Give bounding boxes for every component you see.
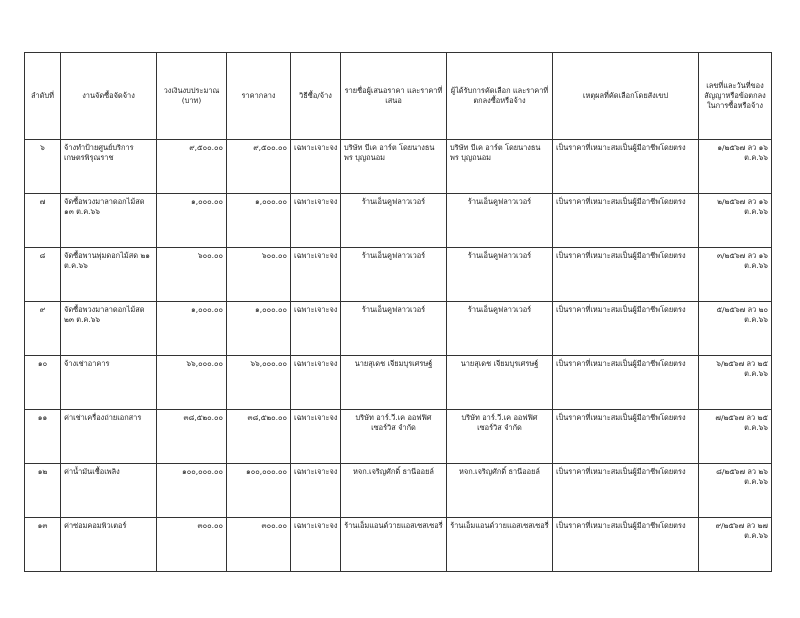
cell-task: จ้างทำป้ายศูนย์บริการเกษตรพิรุณราช bbox=[61, 140, 157, 194]
header-winner: ผู้ได้รับการคัดเลือก และราคาที่ตกลงซื้อหรือจ้าง bbox=[447, 53, 553, 140]
cell-winner: ร้านเอ็นคูฟลาวเวอร์ bbox=[447, 194, 553, 248]
cell-task: จัดซื้อพวงมาลาดอกไม้สด ๒๓ ต.ค.๖๖ bbox=[61, 302, 157, 356]
cell-median-price: ๖๖,๐๐๐.๐๐ bbox=[227, 356, 291, 410]
header-contract: เลขที่และวันที่ของสัญญาหรือข้อตกลงในการซื้อหรือจ้าง bbox=[699, 53, 772, 140]
cell-reason: เป็นราคาที่เหมาะสมเป็นผู้มีอาชีพโดยตรง bbox=[553, 356, 699, 410]
cell-median-price: ๑,๐๐๐.๐๐ bbox=[227, 302, 291, 356]
procurement-table bbox=[24, 52, 772, 572]
table-row bbox=[25, 464, 772, 518]
cell-method: เฉพาะเจาะจง bbox=[291, 410, 341, 464]
cell-no: ๑๓ bbox=[25, 518, 61, 572]
cell-contract: ๑/๒๕๖๗ ลว ๑๖ ต.ค.๖๖ bbox=[699, 140, 772, 194]
cell-median-price: ๑,๐๐๐.๐๐ bbox=[227, 194, 291, 248]
cell-contract: ๖/๒๕๖๗ ลว ๒๕ ต.ค.๖๖ bbox=[699, 356, 772, 410]
cell-no: ๙ bbox=[25, 302, 61, 356]
cell-budget: ๑๐๐,๐๐๐.๐๐ bbox=[157, 464, 227, 518]
cell-reason: เป็นราคาที่เหมาะสมเป็นผู้มีอาชีพโดยตรง bbox=[553, 248, 699, 302]
cell-contract: ๓/๒๕๖๗ ลว ๑๖ ต.ค.๖๖ bbox=[699, 248, 772, 302]
cell-budget: ๑,๐๐๐.๐๐ bbox=[157, 194, 227, 248]
header-task: งานจัดซื้อจัดจ้าง bbox=[61, 53, 157, 140]
cell-reason: เป็นราคาที่เหมาะสมเป็นผู้มีอาชีพโดยตรง bbox=[553, 302, 699, 356]
cell-winner: บริษัท บีเค อาร์ต โดยนางธนพร บุญถนอม bbox=[447, 140, 553, 194]
cell-bidders: ร้านเอ็นคูฟลาวเวอร์ bbox=[341, 302, 447, 356]
table-row bbox=[25, 518, 772, 572]
cell-method: เฉพาะเจาะจง bbox=[291, 248, 341, 302]
header-median-price: ราคากลาง bbox=[227, 53, 291, 140]
cell-bidders: ร้านเอ็นคูฟลาวเวอร์ bbox=[341, 248, 447, 302]
table-row bbox=[25, 302, 772, 356]
cell-contract: ๘/๒๕๖๗ ลว ๒๖ ต.ค.๖๖ bbox=[699, 464, 772, 518]
cell-bidders: บริษัท อาร์.วี.เค ออฟฟิศ เซอร์วิส จำกัด bbox=[341, 410, 447, 464]
cell-no: ๖ bbox=[25, 140, 61, 194]
header-no: ลำดับที่ bbox=[25, 53, 61, 140]
cell-bidders: บริษัท บีเค อาร์ต โดยนางธนพร บุญถนอม bbox=[341, 140, 447, 194]
cell-reason: เป็นราคาที่เหมาะสมเป็นผู้มีอาชีพโดยตรง bbox=[553, 194, 699, 248]
table-row bbox=[25, 194, 772, 248]
cell-budget: ๖๐๐.๐๐ bbox=[157, 248, 227, 302]
cell-reason: เป็นราคาที่เหมาะสมเป็นผู้มีอาชีพโดยตรง bbox=[553, 464, 699, 518]
cell-no: ๑๒ bbox=[25, 464, 61, 518]
table-row bbox=[25, 410, 772, 464]
cell-bidders: ร้านเอ็นคูฟลาวเวอร์ bbox=[341, 194, 447, 248]
cell-median-price: ๖๐๐.๐๐ bbox=[227, 248, 291, 302]
cell-bidders: ร้านเอ็มแอนด์วายแอสเซสเซอรี่ bbox=[341, 518, 447, 572]
cell-method: เฉพาะเจาะจง bbox=[291, 194, 341, 248]
cell-budget: ๖๖,๐๐๐.๐๐ bbox=[157, 356, 227, 410]
cell-task: จัดซื้อพานพุ่มดอกไม้สด ๒๑ ต.ค.๖๖ bbox=[61, 248, 157, 302]
cell-method: เฉพาะเจาะจง bbox=[291, 140, 341, 194]
cell-method: เฉพาะเจาะจง bbox=[291, 464, 341, 518]
cell-winner: หจก.เจริญศักดิ์ ธานีออยล์ bbox=[447, 464, 553, 518]
cell-task: ค่าซ่อมคอมพิวเตอร์ bbox=[61, 518, 157, 572]
cell-budget: ๑,๐๐๐.๐๐ bbox=[157, 302, 227, 356]
cell-method: เฉพาะเจาะจง bbox=[291, 518, 341, 572]
header-reason: เหตุผลที่คัดเลือกโดยสังเขป bbox=[553, 53, 699, 140]
table-row bbox=[25, 356, 772, 410]
cell-no: ๑๑ bbox=[25, 410, 61, 464]
cell-median-price: ๓๐๐.๐๐ bbox=[227, 518, 291, 572]
cell-winner: ร้านเอ็นคูฟลาวเวอร์ bbox=[447, 302, 553, 356]
cell-contract: ๕/๒๕๖๗ ลว ๒๐ ต.ค.๖๖ bbox=[699, 302, 772, 356]
cell-method: เฉพาะเจาะจง bbox=[291, 302, 341, 356]
cell-contract: ๗/๒๕๖๗ ลว ๒๕ ต.ค.๖๖ bbox=[699, 410, 772, 464]
cell-reason: เป็นราคาที่เหมาะสมเป็นผู้มีอาชีพโดยตรง bbox=[553, 518, 699, 572]
cell-median-price: ๓๘,๕๒๐.๐๐ bbox=[227, 410, 291, 464]
cell-winner: ร้านเอ็นคูฟลาวเวอร์ bbox=[447, 248, 553, 302]
cell-budget: ๓๘,๕๒๐.๐๐ bbox=[157, 410, 227, 464]
cell-budget: ๙,๕๐๐.๐๐ bbox=[157, 140, 227, 194]
cell-no: ๑๐ bbox=[25, 356, 61, 410]
header-method: วิธีซื้อ/จ้าง bbox=[291, 53, 341, 140]
cell-reason: เป็นราคาที่เหมาะสมเป็นผู้มีอาชีพโดยตรง bbox=[553, 140, 699, 194]
cell-contract: ๒/๒๕๖๗ ลว ๑๖ ต.ค.๖๖ bbox=[699, 194, 772, 248]
cell-median-price: ๑๐๐,๐๐๐.๐๐ bbox=[227, 464, 291, 518]
cell-no: ๗ bbox=[25, 194, 61, 248]
header-bidders: รายชื่อผู้เสนอราคา และราคาที่เสนอ bbox=[341, 53, 447, 140]
header-budget: วงเงินงบประมาณ (บาท) bbox=[157, 53, 227, 140]
header-row bbox=[25, 53, 772, 140]
cell-method: เฉพาะเจาะจง bbox=[291, 356, 341, 410]
cell-winner: นายสุเดช เจียมบุรเศรษฐ์ bbox=[447, 356, 553, 410]
table-row bbox=[25, 140, 772, 194]
cell-winner: ร้านเอ็มแอนด์วายแอสเซสเซอรี่ bbox=[447, 518, 553, 572]
cell-task: จ้างเช่าอาคาร bbox=[61, 356, 157, 410]
cell-no: ๘ bbox=[25, 248, 61, 302]
cell-task: ค่าน้ำมันเชื้อเพลิง bbox=[61, 464, 157, 518]
cell-median-price: ๙,๕๐๐.๐๐ bbox=[227, 140, 291, 194]
cell-bidders: นายสุเดช เจียมบุรเศรษฐ์ bbox=[341, 356, 447, 410]
cell-budget: ๓๐๐.๐๐ bbox=[157, 518, 227, 572]
cell-reason: เป็นราคาที่เหมาะสมเป็นผู้มีอาชีพโดยตรง bbox=[553, 410, 699, 464]
cell-task: จัดซื้อพวงมาลาดอกไม้สด ๑๓ ต.ค.๖๖ bbox=[61, 194, 157, 248]
cell-contract: ๙/๒๕๖๗ ลว ๒๗ ต.ค.๖๖ bbox=[699, 518, 772, 572]
table-row bbox=[25, 248, 772, 302]
cell-task: ค่าเช่าเครื่องถ่ายเอกสาร bbox=[61, 410, 157, 464]
cell-bidders: หจก.เจริญศักดิ์ ธานีออยล์ bbox=[341, 464, 447, 518]
cell-winner: บริษัท อาร์.วี.เค ออฟฟิศ เซอร์วิส จำกัด bbox=[447, 410, 553, 464]
